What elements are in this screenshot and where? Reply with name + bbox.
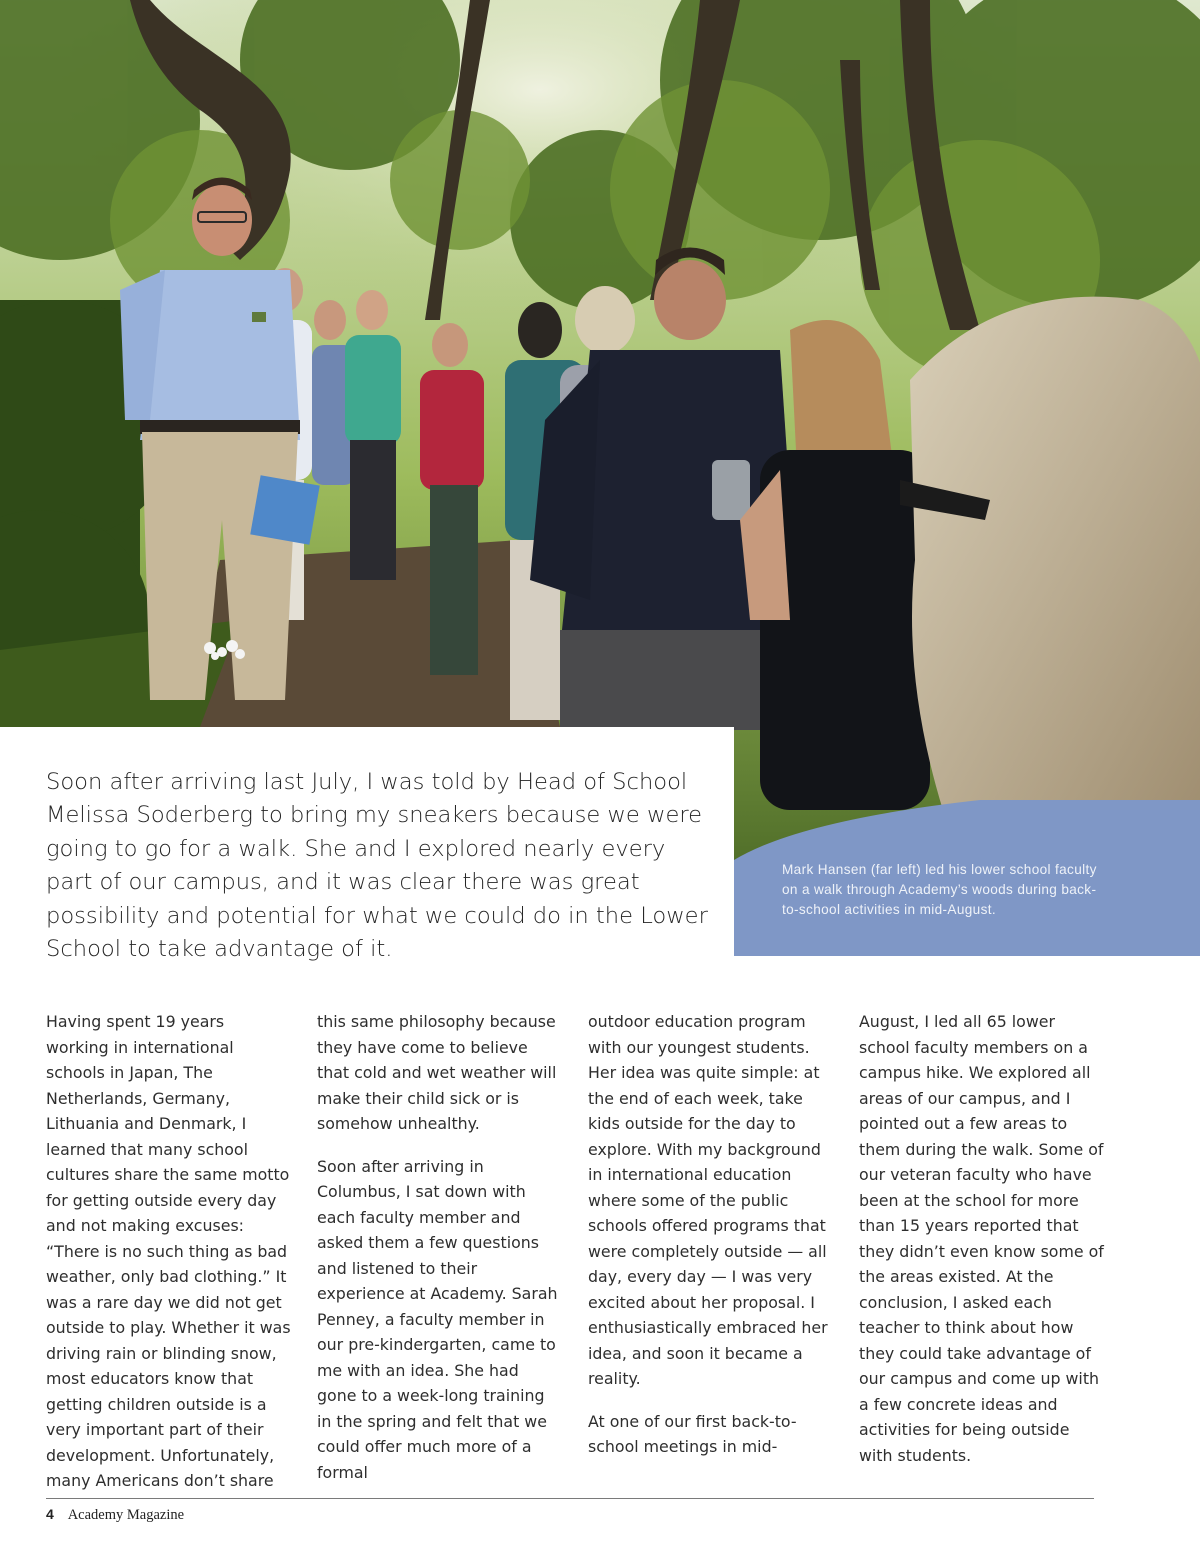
column-paragraph: outdoor education program with our youngest students. Her idea was quite simple: at the end of each week, take kids outside for the day to explore. With my background in international education where some of the public schools offered programs that were completely outside — all day, every day — I was very excited about her proposal. I enthusiastically embraced her idea, and soon it became a reality. bbox=[588, 1012, 828, 1388]
column-paragraph: At one of our first back-to-school meetings in mid- bbox=[588, 1411, 797, 1456]
footer-divider bbox=[46, 1498, 1094, 1499]
column-paragraph: this same philosophy because they have come to believe that cold and wet weather will make their child sick or is somehow unhealthy. bbox=[317, 1012, 557, 1133]
body-column-1 bbox=[46, 1009, 291, 1511]
page-number: 4 bbox=[46, 1506, 54, 1522]
publication-name: Academy Magazine bbox=[67, 1507, 185, 1523]
body-column-4 bbox=[859, 1009, 1104, 1485]
column-paragraph: August, I led all 65 lower school faculty members on a campus hike. We explored all areas of our campus, and I pointed out a few areas to them during the walk. Some of our veteran faculty who have been at the school for more than 15 years reported that they didn’t even know some of the areas existed. At the conclusion, I asked each teacher to think about how they could take advantage of our campus and come up with a few concrete ideas and activities for being outside with students. bbox=[859, 1012, 1104, 1465]
intro-paragraph: Soon after arriving last July, I was told by Head of School Melissa Soderberg to bring my sneakers because we were going to go for a walk. She and I explored nearly every part of our campus, and it was clear there was great possibility and potential for what we could do in the Lower School to take advantage of it. bbox=[46, 769, 708, 963]
page-footer bbox=[46, 1506, 184, 1524]
column-paragraph: Having spent 19 years working in international schools in Japan, The Netherlands, Germany, Lithuania and Denmark, I learned that many school cultures share the same motto for getting outside every day and not making excuses: “There is no such thing as bad weather, only bad clothing.” It was a rare day we did not get outside to play. Whether it was driving rain or blinding snow, most educators know that getting children outside is a very important part of their development. Unfortunately, many Americans don’t share bbox=[46, 1012, 291, 1490]
photo-caption: Mark Hansen (far left) led his lower school faculty on a walk through Academy’s woods during back-to-school activities in mid-August. bbox=[782, 862, 1097, 917]
body-column-3 bbox=[588, 1009, 833, 1477]
column-paragraph: Soon after arriving in Columbus, I sat down with each faculty member and asked them a few questions and listened to their experience at Academy. Sarah Penney, a faculty member in our pre-kindergarten, came to me with an idea. She had gone to a week-long training in the spring and felt that we could offer much more of a formal bbox=[317, 1156, 558, 1482]
body-column-2 bbox=[317, 1009, 562, 1502]
